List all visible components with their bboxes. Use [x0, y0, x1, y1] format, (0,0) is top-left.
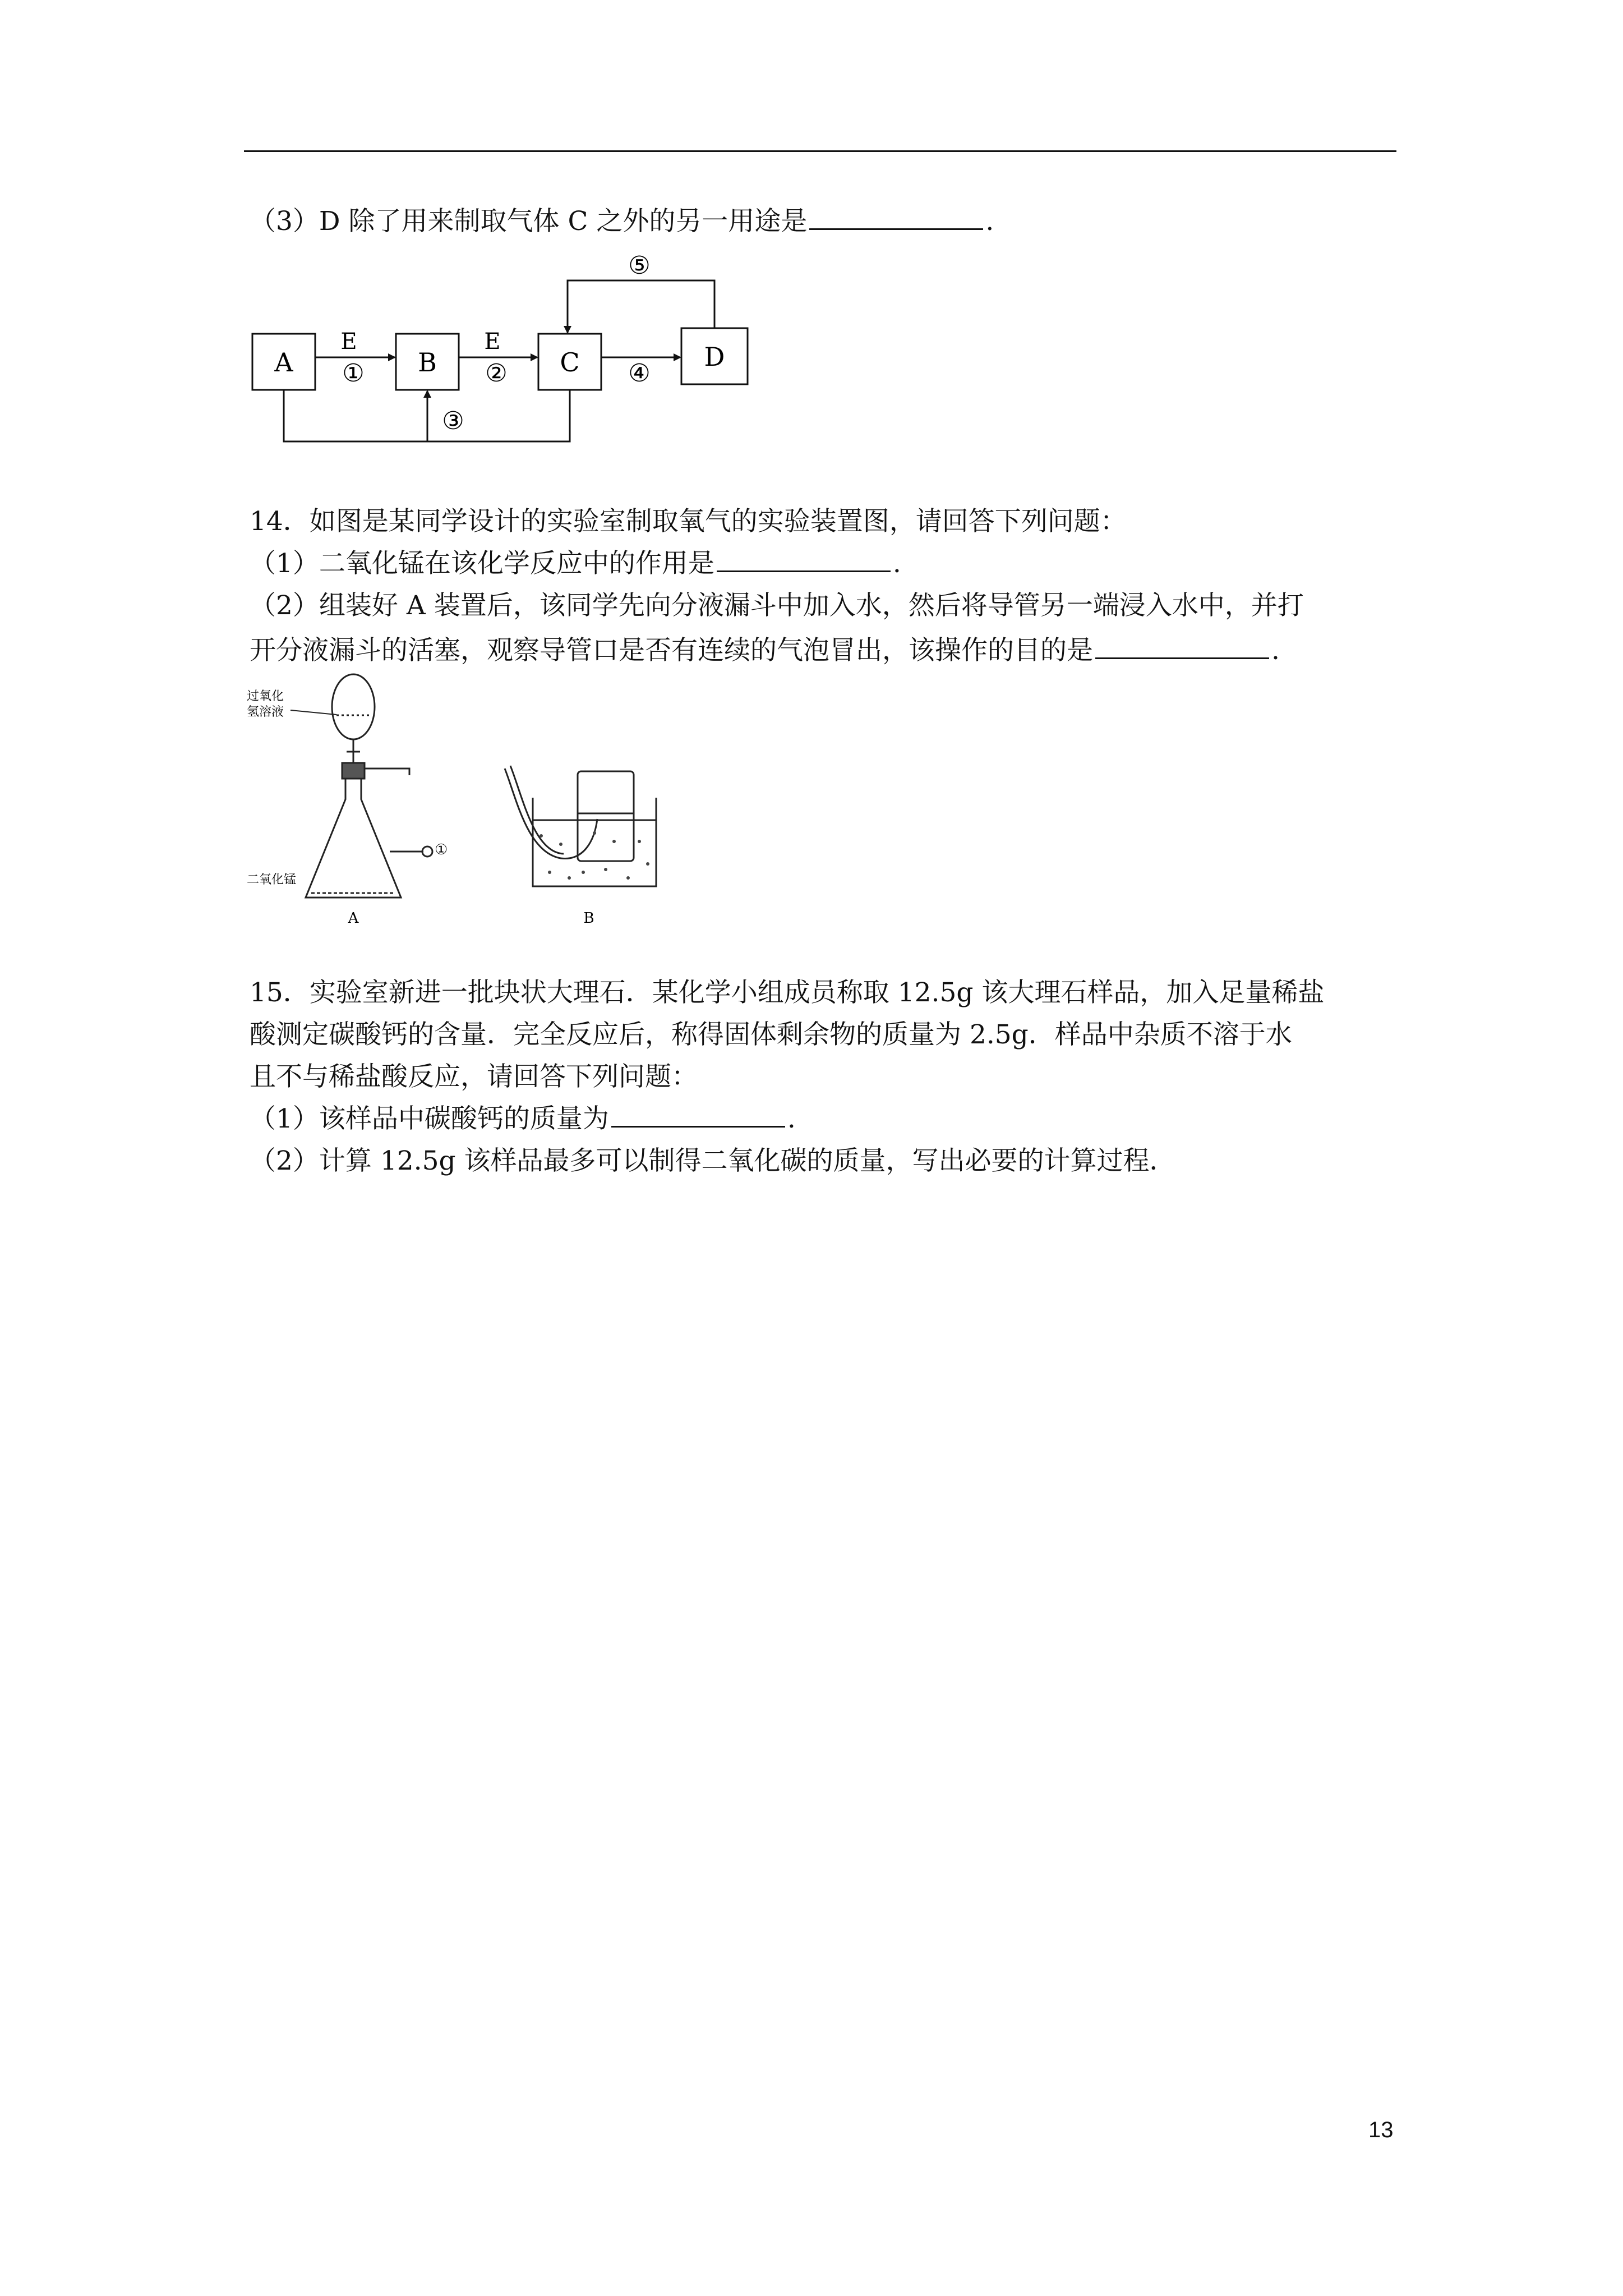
apparatus-b — [505, 766, 656, 886]
page-number: 13 — [1368, 2118, 1394, 2142]
q14-part2-line2 — [250, 634, 1280, 668]
label-a: A — [348, 910, 359, 927]
q13-part3 — [250, 205, 994, 238]
reagent-top-leader — [291, 710, 336, 715]
label-b: B — [583, 910, 594, 927]
step-1-label: ① — [342, 359, 365, 388]
step-5-label: ⑤ — [628, 251, 651, 280]
arrow-ab-reagent: E — [340, 329, 357, 355]
reagent-top-label: 过氧化 — [247, 689, 284, 703]
header-rule — [244, 150, 1396, 152]
q14-part2-line1: （2）组装好 A 装置后，该同学先向分液漏斗中加入水，然后将导管另一端浸入水中，并打 — [250, 590, 1304, 621]
step-2-label: ② — [485, 359, 508, 388]
q14-part2-text: 开分液漏斗的活塞，观察导管口是否有连续的气泡冒出，该操作的目的是 — [250, 635, 1093, 666]
arrow-bc-reagent: E — [484, 329, 501, 355]
q14-part1 — [250, 547, 901, 581]
marker-1: ① — [435, 841, 448, 858]
q15-part2: （2）计算 12.5g 该样品最多可以制得二氧化碳的质量，写出必要的计算过程． — [250, 1145, 1176, 1176]
q13-part3-end: . — [985, 206, 994, 237]
answer-blank[interactable] — [611, 1103, 785, 1128]
q15-part1-end: . — [787, 1103, 796, 1134]
q14-intro: 14．如图是某同学设计的实验室制取氧气的实验装置图，请回答下列问题： — [250, 506, 1127, 537]
q14-part1-end: . — [892, 548, 901, 579]
q15-line1: 15．实验室新进一批块状大理石．某化学小组成员称取 12.5g 该大理石样品，加入足量稀盐 — [250, 977, 1325, 1008]
step-3-label: ③ — [442, 407, 464, 435]
answer-blank[interactable] — [1095, 635, 1269, 659]
reagent-top-label-2: 氢溶液 — [247, 705, 284, 719]
answer-blank[interactable] — [809, 206, 983, 230]
q15-line2: 酸测定碳酸钙的含量．完全反应后，称得固体剩余物的质量为 2.5g．样品中杂质不溶于水 — [250, 1019, 1292, 1050]
answer-blank[interactable] — [717, 548, 891, 572]
q14-part1-text: （1）二氧化锰在该化学反应中的作用是 — [250, 548, 714, 579]
q15-part1 — [250, 1102, 796, 1136]
q14-part2-end: . — [1271, 635, 1280, 666]
node-a-label: A — [274, 347, 293, 378]
q13-part3-text: （3）D 除了用来制取气体 C 之外的另一用途是 — [250, 206, 808, 237]
q15-line3: 且不与稀盐酸反应，请回答下列问题： — [250, 1061, 698, 1092]
step-4-label: ④ — [628, 359, 651, 388]
node-c-label: C — [560, 347, 580, 378]
flow-diagram — [241, 241, 763, 454]
reagent-bottom-label: 二氧化锰 — [247, 873, 297, 887]
node-d-label: D — [704, 342, 725, 372]
apparatus-a — [306, 674, 432, 898]
q15-part1-text: （1）该样品中碳酸钙的质量为 — [250, 1103, 609, 1134]
node-b-label: B — [418, 347, 437, 378]
apparatus-figure — [247, 673, 684, 937]
arrow-dc — [568, 280, 714, 333]
